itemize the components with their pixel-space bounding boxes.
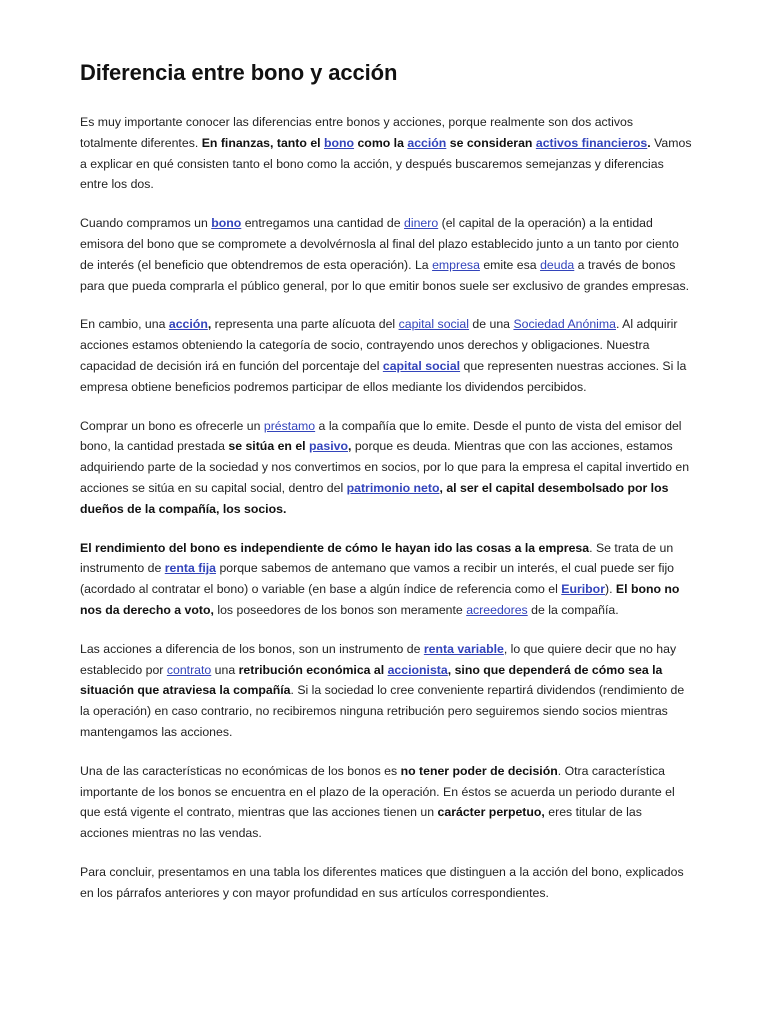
glossary-link[interactable]: renta fija [164,561,217,576]
paragraph [80,639,692,743]
article-body [80,112,692,904]
paragraph [80,314,692,397]
glossary-link[interactable]: pasivo [309,439,348,454]
bold-text: El rendimiento del bono es independiente de cómo le hayan ido las cosas a la empresa [80,540,590,555]
text-run: Comprar un bono es ofrecerle un [80,418,264,433]
glossary-link[interactable]: renta variable [423,641,504,656]
glossary-link[interactable]: empresa [432,257,480,272]
glossary-link[interactable]: acción [168,317,208,332]
text-run: . Si la sociedad lo cree conveniente repartirá dividendos (rendimiento de la operación) en caso contrario, no recibiremos ninguna retribución pero seguiremos siendo socios mientras mantengamos las acciones. [80,683,685,739]
text-run: Cuando compramos un [80,216,212,231]
text-run: a través de bonos para que pueda comprarla el público general, por lo que emitir bonos suele ser exclusivo de grandes empresas. [80,257,690,293]
text-run: a la compañía que lo emite. Desde el punto de vista del emisor del bono, la cantidad prestada [80,418,682,454]
bold-text: , [347,439,352,454]
document-page [80,60,692,922]
text-run: una [211,662,239,677]
bold-text: . [647,135,651,150]
text-run: Las acciones a diferencia de los bonos, son un instrumento de [80,641,424,656]
glossary-link[interactable]: capital social [382,358,461,373]
glossary-link[interactable]: deuda [540,257,575,272]
text-run: (el capital de la operación) a la entidad emisora del bono que se compromete a devolvérnosla al final del plazo establecido junto a un tanto por ciento de interés (el beneficio que obtendremos de esta operación). La [80,216,679,272]
bold-text: se sitúa en el [228,439,310,454]
glossary-link[interactable]: patrimonio neto [346,480,440,495]
text-run: Vamos a explicar en qué consisten tanto el bono como la acción, y después buscaremos semejanzas y diferencias entre los dos. [80,135,692,192]
glossary-link[interactable]: activos financieros [535,135,648,150]
bold-text: se consideran [446,135,536,150]
text-run: que representen nuestras acciones. Si la empresa obtiene beneficios podremos participar de ellos mediante los dividendos percibidos. [80,358,687,394]
glossary-link[interactable]: contrato [166,662,212,677]
bold-text: , sino que dependerá de cómo sea la situación que atraviesa la compañía [80,662,663,698]
bold-text: El bono no nos da derecho a voto, [80,582,680,617]
text-run: . Al adquirir acciones estamos obteniendo la categoría de socio, contrayendo unos derechos y obligaciones. Nuestra capacidad de decisión irá en función del porcentaje del [80,317,678,373]
text-run: de una [468,317,514,332]
paragraph [80,112,692,195]
paragraph [80,416,692,520]
glossary-link[interactable]: bono [211,216,242,231]
text-run: ). [604,582,616,597]
paragraph [80,538,692,621]
bold-text: carácter perpetuo, [437,805,545,820]
glossary-link[interactable]: Euribor [561,582,605,597]
text-run: entregamos una cantidad de [241,216,405,231]
text-run: porque sabemos de antemano que vamos a recibir un interés, el cual puede ser fijo (acordado al contratar el bono) o variable (en base a algún índice de referencia como el [80,561,675,597]
paragraph [80,213,692,296]
text-run: de la compañía. [527,602,619,617]
glossary-link[interactable]: accionista [387,662,448,677]
glossary-link[interactable]: acreedores [466,602,528,617]
text-run: Es muy importante conocer las diferencias entre bonos y acciones, porque realmente son dos activos totalmente diferentes. [80,115,633,150]
text-run: En cambio, una [80,317,169,332]
glossary-link[interactable]: dinero [404,216,439,231]
glossary-link[interactable]: préstamo [263,418,316,433]
bold-text: retribución económica al [238,662,388,677]
paragraph [80,862,692,904]
bold-text: , [207,317,212,332]
glossary-link[interactable]: capital social [398,317,469,332]
text-run: emite esa [479,257,541,272]
bold-text: no tener poder de decisión [400,763,558,778]
text-run: . Se trata de un instrumento de [80,540,674,576]
bold-text: como la [354,135,408,150]
text-run: . Otra característica importante de los bonos se encuentra en el plazo de la operación. En éstos se acuerda un periodo durante el que está vigente el contrato, mientras que las acciones tienen un [80,763,675,820]
bold-text: , al ser el capital desembolsado por los dueños de la compañía, los socios. [80,480,669,516]
text-run: los poseedores de los bonos son meramente [213,602,467,617]
paragraph [80,761,692,844]
bold-text: En finanzas, tanto el [201,135,324,150]
glossary-link[interactable]: acción [407,135,447,150]
text-run: porque es deuda. Mientras que con las acciones, estamos adquiriendo parte de la sociedad y nos convertimos en socios, por lo que para la empresa el capital invertido en acciones se sitúa en su capital social, dentro del [80,439,690,495]
glossary-link[interactable]: Sociedad Anónima [513,317,616,332]
page-title: Diferencia entre bono y acción [80,60,398,85]
text-run: , lo que quiere decir que no hay establecido por [80,641,677,677]
text-run: Para concluir, presentamos en una tabla los diferentes matices que distinguen a la acción del bono, explicados en los párrafos anteriores y con mayor profundidad en sus artículos correspondientes. [80,864,684,900]
text-run: representa una parte alícuota del [211,317,399,332]
text-run: Una de las características no económicas de los bonos es [80,763,401,778]
glossary-link[interactable]: bono [324,135,355,150]
text-run: eres titular de las acciones mientras no las vendas. [80,805,642,841]
